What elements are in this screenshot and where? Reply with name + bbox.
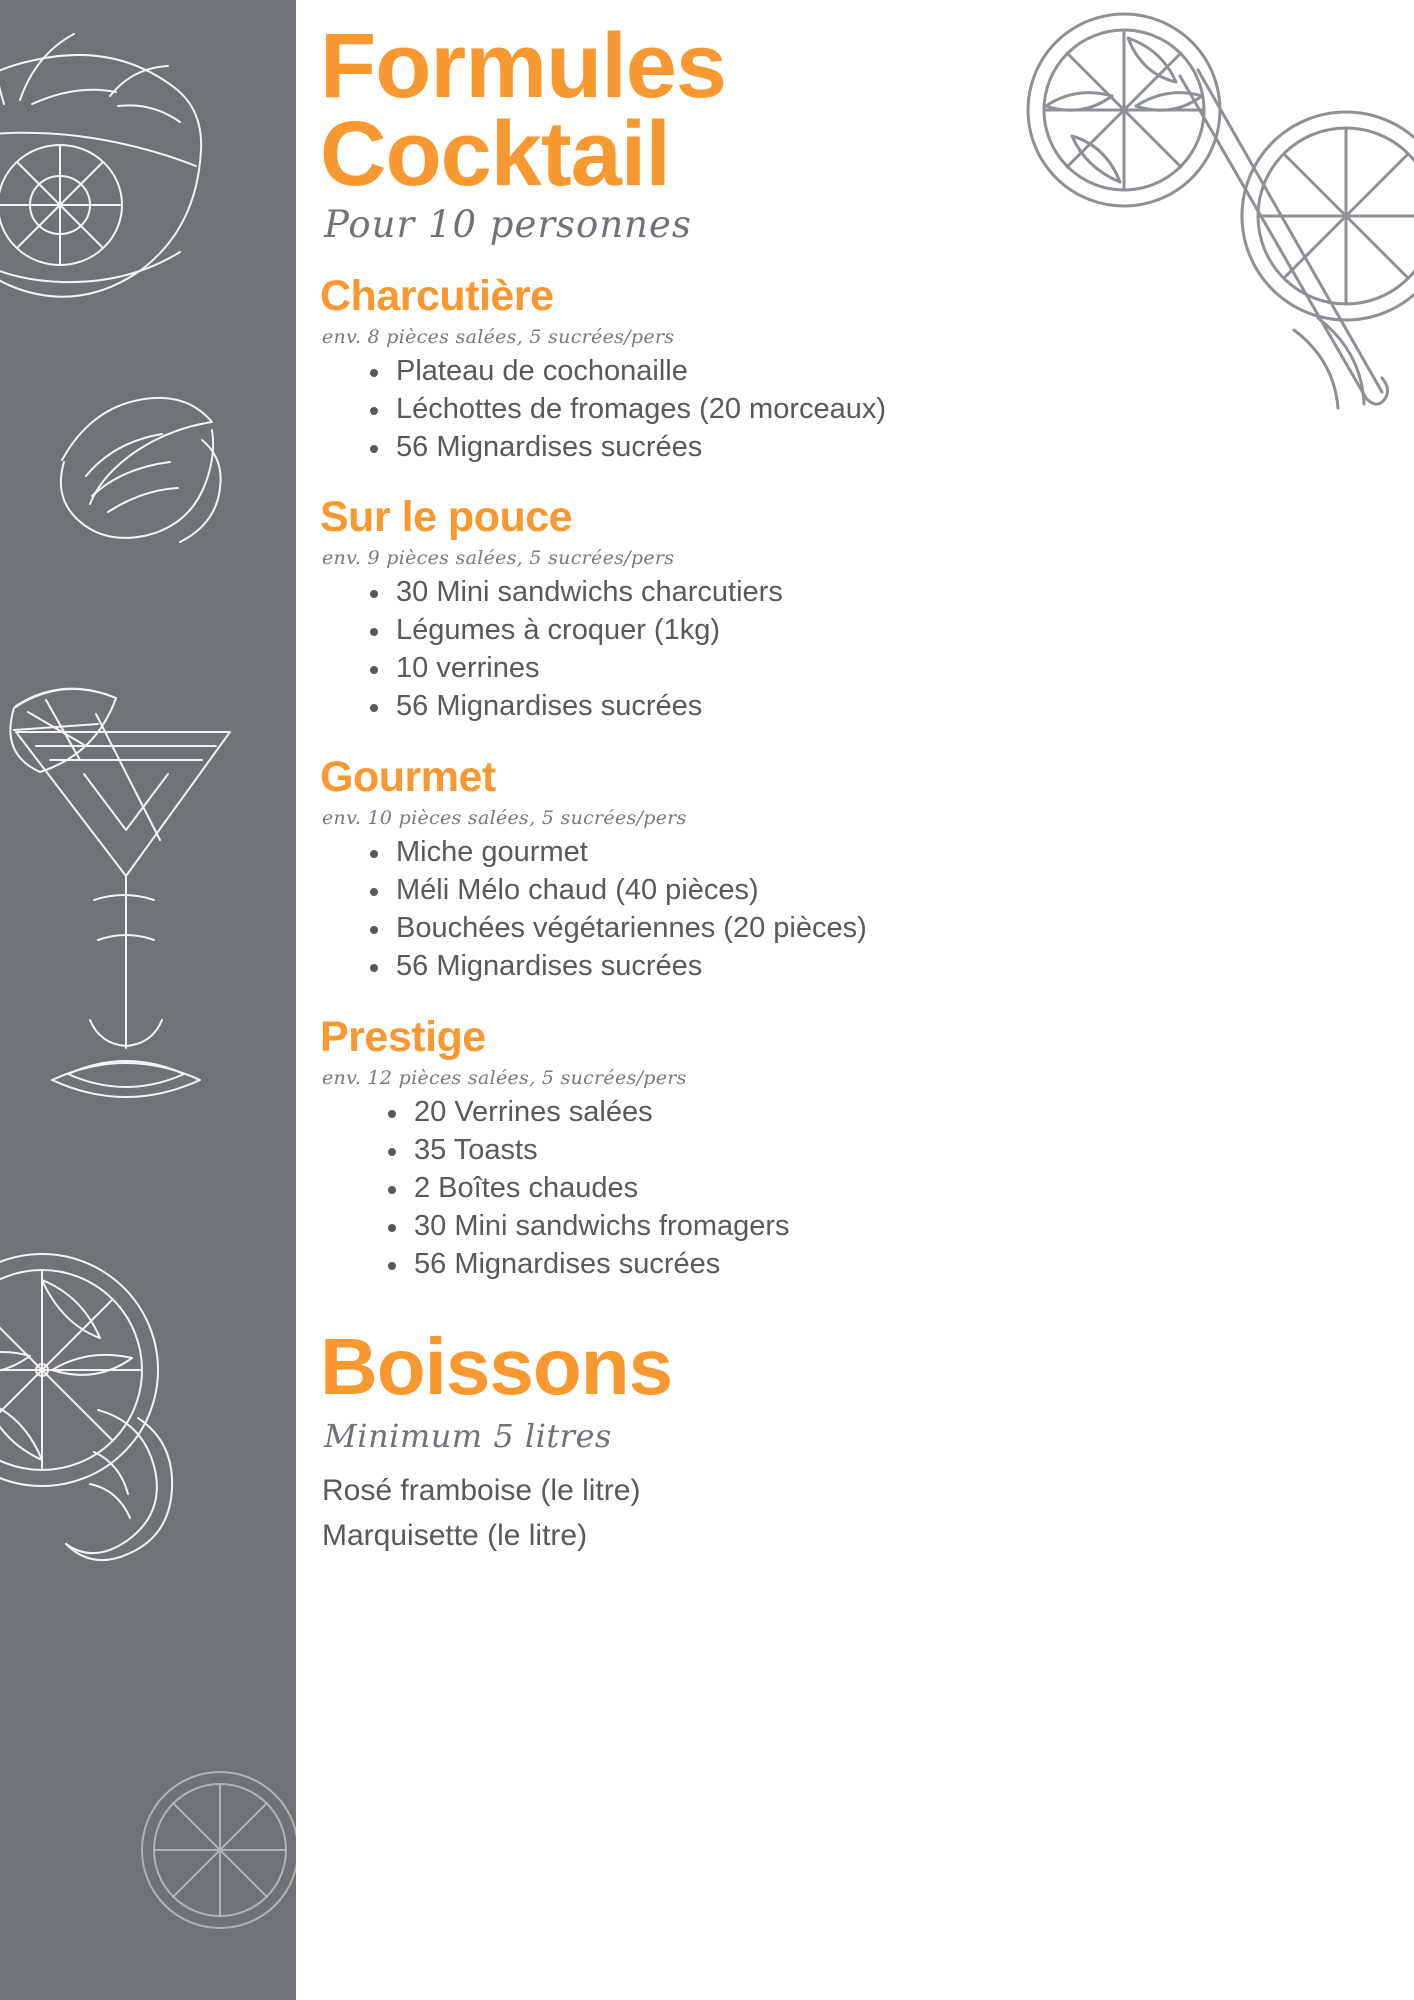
orange-slices-illustration: [142, 1772, 296, 1928]
list-item: 35 Toasts: [378, 1133, 1370, 1171]
formula-title: Charcutière: [320, 271, 554, 320]
formula-note: env. 9 pièces salées, 5 sucrées/pers: [322, 547, 675, 570]
list-item: Méli Mélo chaud (40 pièces): [360, 873, 1370, 911]
list-item: 30 Mini sandwichs charcutiers: [360, 575, 1370, 613]
formula-section-sur-le-pouce: [320, 493, 1370, 727]
list-item: 30 Mini sandwichs fromagers: [378, 1209, 1370, 1247]
grapefruit-half-illustration: [0, 1254, 158, 1486]
drink-item: Rosé framboise (le litre): [322, 1473, 641, 1507]
drinks-section: [320, 1321, 1370, 1558]
list-item: 56 Mignardises sucrées: [360, 689, 1370, 727]
page-title-line1: Formules: [320, 15, 727, 117]
formula-item-list: [320, 354, 1370, 468]
formula-title: Prestige: [320, 1013, 486, 1062]
formula-section-gourmet: [320, 753, 1370, 987]
formula-note: env. 10 pièces salées, 5 sucrées/pers: [322, 807, 687, 830]
formula-title: Sur le pouce: [320, 493, 573, 542]
list-item: 56 Mignardises sucrées: [378, 1247, 1370, 1285]
list-item: 56 Mignardises sucrées: [360, 430, 1370, 468]
drinks-subtitle: Minimum 5 litres: [324, 1416, 612, 1455]
band-illustrations: [0, 0, 296, 2000]
left-decorative-band: [0, 0, 296, 2000]
drink-item: Marquisette (le litre): [322, 1519, 588, 1553]
cocktail-glass-rosemary-illustration: [0, 22, 201, 297]
menu-content: [320, 0, 1370, 2000]
citrus-peel-illustration: [61, 398, 221, 542]
page-title-line2: Cocktail: [320, 103, 670, 206]
formula-section-charcutiere: [320, 272, 1370, 468]
formula-note: env. 12 pièces salées, 5 sucrées/pers: [322, 1067, 687, 1090]
drinks-title: Boissons: [320, 1321, 673, 1411]
list-item: Plateau de cochonaille: [360, 354, 1370, 392]
list-item: Bouchées végétariennes (20 pièces): [360, 911, 1370, 949]
list-item: 10 verrines: [360, 651, 1370, 689]
page-title: [320, 0, 1370, 206]
martini-glass-illustration: [10, 689, 230, 1097]
formula-item-list: [320, 835, 1370, 987]
list-item: Léchottes de fromages (20 morceaux): [360, 392, 1370, 430]
formula-note: env. 8 pièces salées, 5 sucrées/pers: [322, 325, 675, 348]
list-item: 20 Verrines salées: [378, 1095, 1370, 1133]
list-item: Légumes à croquer (1kg): [360, 613, 1370, 651]
formula-section-prestige: [320, 1013, 1370, 1285]
page-subtitle: Pour 10 personnes: [324, 202, 692, 246]
list-item: 2 Boîtes chaudes: [378, 1171, 1370, 1209]
list-item: 56 Mignardises sucrées: [360, 949, 1370, 987]
list-item: Miche gourmet: [360, 835, 1370, 873]
formula-title: Gourmet: [320, 753, 496, 802]
formula-item-list: [320, 1095, 1370, 1285]
formula-item-list: [320, 575, 1370, 727]
